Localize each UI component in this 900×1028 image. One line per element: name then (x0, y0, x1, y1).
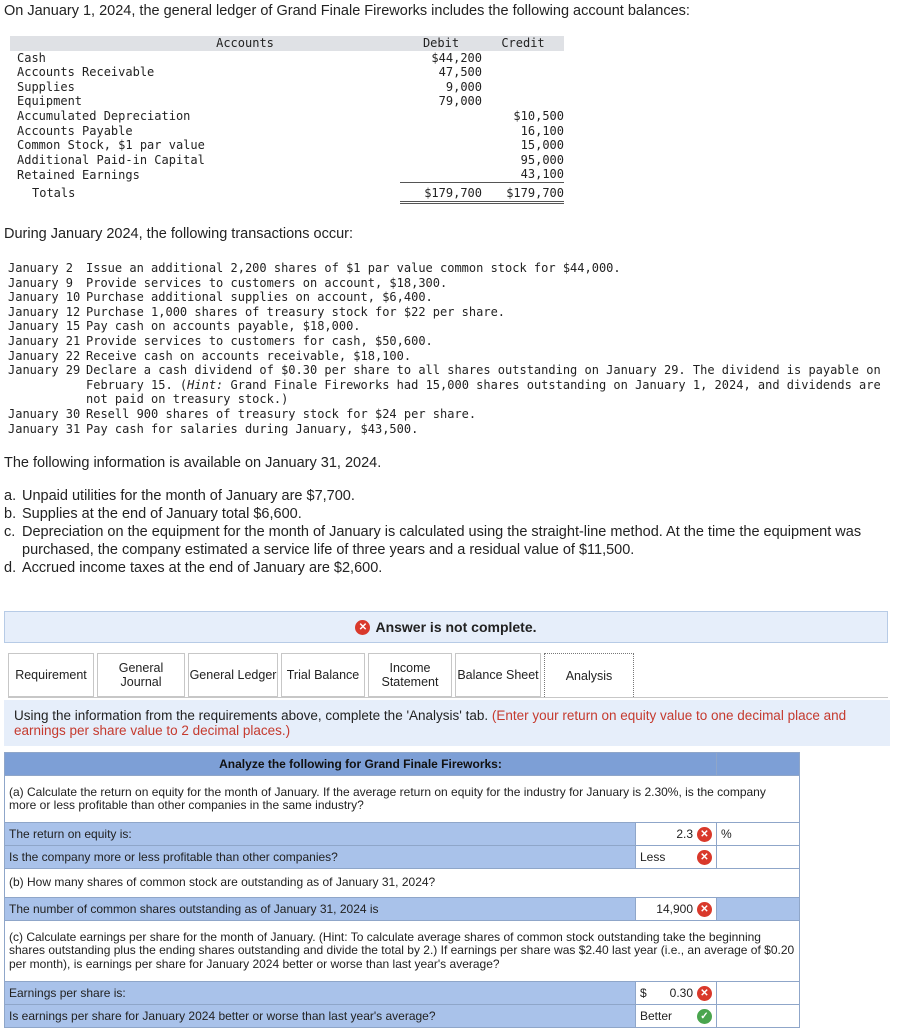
credit-value (482, 94, 564, 109)
eps-label: Earnings per share is: (5, 982, 636, 1005)
credit-value (482, 80, 564, 95)
tab-requirement[interactable]: Requirement (8, 653, 94, 697)
transaction-date: January 9 (8, 275, 74, 290)
list-item (8, 407, 896, 422)
instructions-note: (Enter your return on equity value to one decimal place and earnings per share value to 2 decimal places.) (14, 708, 847, 738)
transaction-date: January 21 (8, 333, 81, 348)
credit-value (482, 51, 564, 66)
list-item (8, 276, 896, 291)
question-row (5, 921, 800, 982)
analysis-header: Analyze the following for Grand Finale Fireworks: (5, 753, 717, 776)
answer-row (5, 982, 800, 1005)
debit-header: Debit (400, 36, 482, 51)
item-key: d. (4, 560, 17, 576)
instructions (4, 700, 890, 746)
transaction-date: January 30 (8, 406, 81, 421)
account-name: Equipment (17, 94, 83, 109)
table-row (10, 65, 564, 80)
item-key: a. (4, 488, 17, 504)
table-header-row (10, 36, 564, 51)
item-key: b. (4, 506, 17, 522)
totals-row (10, 182, 564, 202)
answer-row (5, 823, 800, 846)
shares-input[interactable]: 14,900 (656, 902, 693, 916)
table-row (10, 94, 564, 109)
banner-text: Answer is not complete. (375, 619, 537, 635)
tab-general-journal[interactable]: General Journal (97, 653, 185, 697)
hint-label: Hint: (187, 377, 224, 392)
compare-select[interactable]: Less (640, 850, 666, 864)
item-text: Depreciation on the equipment for the month of January is calculated using the straight-line method. At the time the equipment was purchased, the company estimated a service life of three years and a residual value of $11,500. (22, 524, 862, 558)
account-name: Accumulated Depreciation (17, 108, 191, 123)
tab-divider (8, 697, 888, 698)
incorrect-icon: ✕ (697, 850, 712, 865)
transaction-text: Provide services to customers for cash, $50,600. (86, 333, 433, 348)
roe-input[interactable]: 2.3 (676, 827, 693, 841)
debit-value: 9,000 (445, 79, 482, 94)
transaction-date: January 22 (8, 348, 81, 363)
totals-label: Totals (32, 186, 76, 201)
answer-row (5, 898, 800, 921)
blank-cell (717, 846, 800, 869)
debit-value (400, 109, 482, 124)
transaction-text-a: Declare a cash dividend of $0.30 per share to all shares outstanding on January 29. The dividend is payable on February 15. ( (86, 363, 881, 392)
credit-header: Credit (482, 36, 564, 51)
x-circle-icon: ✕ (355, 620, 370, 635)
debit-value (400, 167, 482, 182)
transaction-text: Pay cash for salaries during January, $43,500. (86, 421, 419, 436)
account-name: Supplies (17, 79, 75, 94)
transaction-text-b: Grand Finale Fireworks had 15,000 shares outstanding on January 1, 2024, and dividends are not paid on treasury stock.) (86, 377, 881, 407)
list-item (8, 290, 896, 305)
list-item (8, 422, 896, 437)
blank-cell (717, 982, 800, 1005)
analysis-header-blank (717, 753, 800, 776)
transaction-date: January 15 (8, 319, 81, 334)
compare-label: Is the company more or less profitable than other companies? (5, 846, 636, 869)
transaction-text: Provide services to customers on account, $18,300. (86, 275, 448, 290)
table-row (10, 153, 564, 168)
debit-value (400, 153, 482, 168)
transaction-date: January 31 (8, 421, 81, 436)
transaction-date: January 29 (8, 363, 81, 378)
item-text: Accrued income taxes at the end of January are $2,600. (22, 560, 383, 576)
trial-balance-table (10, 36, 564, 204)
roe-answer-cell (636, 823, 717, 846)
list-item (4, 505, 892, 523)
answer-status-banner (4, 611, 888, 643)
credit-value: 43,100 (520, 167, 564, 182)
table-row (10, 167, 564, 182)
list-item (8, 319, 896, 334)
roe-suffix: % (717, 823, 800, 846)
tab-analysis[interactable]: Analysis (544, 653, 634, 697)
transaction-text: Receive cash on accounts receivable, $18,100. (86, 348, 412, 363)
eps-compare-select[interactable]: Better (640, 1009, 673, 1023)
shares-label: The number of common shares outstanding as of January 31, 2024 is (5, 898, 636, 921)
account-name: Accounts Receivable (17, 65, 155, 80)
transactions-list (8, 261, 896, 436)
incorrect-icon: ✕ (697, 827, 712, 842)
item-text: Supplies at the end of January total $6,600. (22, 506, 302, 522)
list-item (4, 559, 892, 577)
question-b: (b) How many shares of common stock are outstanding as of January 31, 2024? (5, 869, 800, 898)
tab-bar (8, 653, 637, 697)
answer-row (5, 1005, 800, 1028)
total-debit: $179,700 (400, 182, 482, 202)
tab-income-statement[interactable]: Income Statement (368, 653, 452, 697)
account-name: Cash (17, 50, 46, 65)
credit-value: $10,500 (513, 108, 564, 123)
list-item (8, 334, 896, 349)
table-row (10, 138, 564, 153)
debit-value: $44,200 (431, 50, 482, 65)
account-name: Retained Earnings (17, 167, 140, 182)
question-row (5, 869, 800, 898)
tab-balance-sheet[interactable]: Balance Sheet (455, 653, 541, 697)
table-row (10, 124, 564, 139)
eps-input[interactable]: 0.30 (669, 986, 693, 1000)
eps-prefix: $ (640, 986, 647, 1000)
shares-answer-cell (636, 898, 717, 921)
intro-text: On January 1, 2024, the general ledger of Grand Finale Fireworks includes the following account balances: (4, 3, 690, 19)
debit-value (400, 138, 482, 153)
eps-compare-answer-cell (636, 1005, 717, 1028)
check-icon: ✓ (697, 1009, 712, 1024)
accounts-header: Accounts (10, 36, 400, 51)
credit-value (482, 65, 564, 80)
list-item (8, 261, 896, 276)
debit-value: 47,500 (438, 65, 482, 80)
question-row (5, 776, 800, 823)
analysis-table (4, 752, 800, 1028)
transaction-text: Issue an additional 2,200 shares of $1 par value common stock for $44,000. (86, 261, 621, 275)
incorrect-icon: ✕ (697, 986, 712, 1001)
account-name: Accounts Payable (17, 123, 133, 138)
credit-value: 95,000 (520, 152, 564, 167)
blank-cell (717, 1005, 800, 1028)
incorrect-icon: ✕ (697, 902, 712, 917)
credit-value: 15,000 (520, 138, 564, 153)
item-key: c. (4, 524, 16, 540)
transaction-text: Resell 900 shares of treasury stock for $24 per share. (86, 406, 477, 421)
table-row (10, 80, 564, 95)
transaction-text: Purchase 1,000 shares of treasury stock for $22 per share. (86, 304, 506, 319)
tab-trial-balance[interactable]: Trial Balance (281, 653, 365, 697)
transaction-text: Purchase additional supplies on account, $6,400. (86, 290, 433, 305)
debit-value (400, 124, 482, 139)
account-name: Common Stock, $1 par value (17, 138, 205, 153)
tab-general-ledger[interactable]: General Ledger (188, 653, 278, 697)
credit-value: 16,100 (520, 123, 564, 138)
transaction-date: January 2 (8, 261, 74, 275)
compare-answer-cell (636, 846, 717, 869)
account-name: Additional Paid-in Capital (17, 152, 205, 167)
transaction-date: January 10 (8, 290, 81, 305)
debit-value: 79,000 (438, 94, 482, 109)
table-row (10, 109, 564, 124)
adjustment-items (4, 487, 892, 577)
list-item (8, 363, 896, 407)
question-c: (c) Calculate earnings per share for the month of January. (Hint: To calculate average shares of common stock outstanding take the beginning shares outstanding plus the ending shares outstanding and divide the total by 2.) If earnings per share was $2.40 last year (i.e., an average of $0.20 per month), is earnings per share for January 2024 better or worse than last year's average? (5, 921, 800, 982)
total-credit: $179,700 (482, 182, 564, 202)
transaction-text: Pay cash on accounts payable, $18,000. (86, 319, 361, 334)
analysis-header-row (5, 753, 800, 776)
list-item (8, 349, 896, 364)
list-item (8, 305, 896, 320)
info-text: The following information is available on January 31, 2024. (4, 455, 382, 471)
list-item (4, 523, 892, 559)
item-text: Unpaid utilities for the month of January are $7,700. (22, 488, 355, 504)
table-row (10, 51, 564, 66)
transaction-text (86, 363, 896, 407)
question-a: (a) Calculate the return on equity for the month of January. If the average return on equity for the industry for January is 2.30%, is the company more or less profitable than other companies in the same industry? (5, 776, 800, 823)
eps-answer-cell (636, 982, 717, 1005)
transaction-date: January 12 (8, 304, 81, 319)
list-item (4, 487, 892, 505)
eps-compare-label: Is earnings per share for January 2024 better or worse than last year's average? (5, 1005, 636, 1028)
transactions-intro: During January 2024, the following transactions occur: (4, 226, 353, 242)
instructions-main: Using the information from the requirements above, complete the 'Analysis' tab. (14, 708, 492, 723)
roe-label: The return on equity is: (5, 823, 636, 846)
blank-cell (717, 898, 800, 921)
answer-row (5, 846, 800, 869)
